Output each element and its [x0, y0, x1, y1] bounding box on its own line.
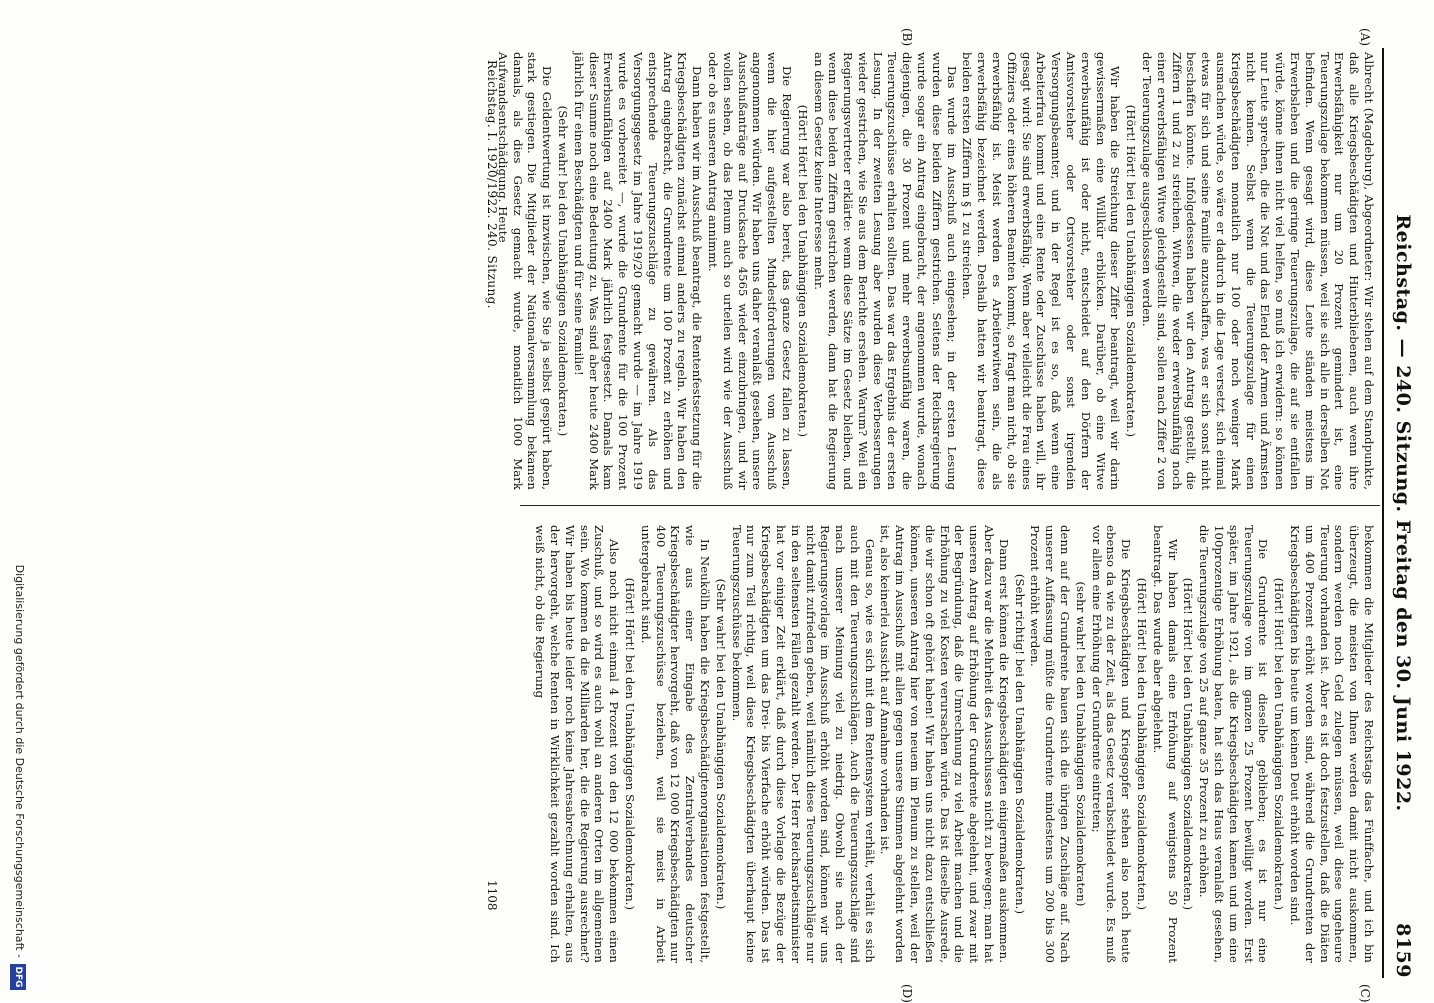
paragraph: denn auf der Grundrente bauen sich die übrigen Zuschläge auf. Nach unserer Auffassung müßte die Grundrente mindestens um 200 bis 300 Prozent erhöht werden. [1028, 525, 1073, 963]
credit-text: Digitalisierung gefördert durch die Deutsche Forschungsgemeinschaft - [13, 564, 26, 958]
margin-marker-a: (A) [1358, 28, 1372, 47]
page-number: 8159 [1392, 923, 1414, 978]
footer-source: Reichstag. I. 1920/1922. 240. Sitzung. [485, 60, 499, 309]
dfg-logo: DFG [10, 964, 26, 990]
paragraph: Also noch nicht einmal 4 Prozent von den 12 000 bekommen einen Zuschuß, und so wird es auch wohl an anderen Orten im allgemeinen sein. Wo kommen da die Milliarden her, die die Regierung ausrechnet? Wir haben bis heute leider noch keine Jahresabrechnung erhalten, aus der hervorgeht, welche Renten in Wirklichkeit gezahlt worden sind. Ich weiß nicht, ob die Regierung [533, 525, 622, 963]
paragraph: Wir haben damals eine Erhöhung auf wenigstens 50 Prozent beantragt. Das wurde aber abgelehnt. [1150, 525, 1180, 963]
paragraph: Die Geldentwertung ist inzwischen, wie Sie ja selbst gespürt haben, stark gestiegen. Die Mitglieder der Nationalversammlung bekamen damals, als dies Gesetz gemacht wurde, monatlich 1000 Mark Aufwandsentschädigung. Heute [495, 52, 555, 490]
footer-number: 1108 [485, 880, 499, 911]
paragraph: Genau so, wie es sich mit dem Rentensystem verhält, verhält es sich auch mit den Teuerungszuschlägen. Auch die Teuerungszuschläge sind nach unserer Meinung viel zu niedrig. Obwohl sie nach der Regierungsvorlage im Ausschuß erhöht worden sind, können wir uns nicht damit zufrieden geben, weil nämlich diese Teuerungszuschläge nur in den seltensten Fällen gezahlt werden. Der Herr Reichsarbeitsminister hat vor einiger Zeit erklärt, daß durch diese Vorlage die Bezüge der Kriegsbeschädigten um das Drei- bis Vierfache erhöht würden. Das ist nur zum Teil richtig, weil diese Kriegsbeschädigten überhaupt keine Teuerungszuschüsse bekommen. [729, 525, 877, 963]
paragraph: Dann erst können die Kriegsbeschädigten einigermaßen auskommen. Aber dazu war die Mehrheit des Ausschusses nicht zu bewegen; man hat unseren Antrag auf Erhöhung der Grundrente abgelehnt, und zwar mit der Begründung, daß die Umrechnung zu viel Arbeit machen und die Erhöhung zu viel Kosten verursachen würde. Das ist dieselbe Ausrede, die wir schon oft gehört haben! Wir haben uns nicht dazu entschließen können, unseren Antrag hier von neuem im Plenum zu stellen, weil der Antrag im Ausschuß mit allen gegen unsere Stimmen abgelehnt worden ist, also keinerlei Aussicht auf Annahme vorhanden ist. [878, 525, 1011, 963]
paragraph: bekommen die Mitglieder des Reichstags das Fünffache, und ich bin überzeugt, die meisten von Ihnen werden damit nicht auskommen, sondern werden noch Geld zulegen müssen, weil diese ungeheure Teuerung vorhanden ist. Aber es ist doch festzustellen, daß die Diäten um 400 Prozent erhöht worden sind, während die Grundrenten der Kriegsbeschädigten bis heute um keinen Deut erhöht worden sind. [1288, 525, 1376, 963]
paragraph: Wir haben die Streichung dieser Ziffer beantragt, weil wir darin gewissermaßen eine Willkür erblicken. Darüber, ob eine Witwe erwerbsunfähig ist oder nicht, entscheidet auf den Dörfern der Amtsvorsteher oder Ortsvorsteher oder sonst irgendein Versorgungsbeamter, und in der Regel ist es so, daß wenn eine Arbeiterfrau kommt und eine Rente oder Zuschüsse haben will, ihr gesagt wird: Sie sind erwerbsfähig. Wenn aber vielleicht die Frau eines Offiziers oder eines höheren Beamten kommt, so fragt man nicht, ob sie erwerbsfähig ist. Meist werden es Arbeiterwitwen sein, die als erwerbsfähig bezeichnet werden. Deshalb hatten wir beantragt, diese beiden ersten Ziffern im § 1 zu streichen. [960, 52, 1123, 490]
interjection: (Hört! Hört! bei den Unabhängigen Sozialdemokraten.) [1135, 577, 1150, 911]
interjection: (Sehr wahr! bei den Unabhängigen Sozialdemokraten.) [555, 105, 570, 437]
interjection: (Hört! Hört! bei den Unabhängigen Sozialdemokraten.) [1181, 577, 1196, 911]
interjection: (Hört! Hört! bei den Unabhängigen Sozialdemokraten.) [795, 104, 810, 438]
right-column [531, 525, 1376, 963]
paragraph: Die Grundrente ist dieselbe geblieben; es ist nur eine Teuerungszulage von im ganzen 25 Prozent bewilligt worden. Erst später, im Jahre 1921, als die Kriegsbeschädigten kamen und um eine 100prozentige Erhöhung baten, hat sich das Haus veranlaßt gesehen, die Teuerungszulage von 25 auf ganze 35 Prozent zu erhöhen. [1197, 525, 1271, 963]
page-header [1386, 48, 1416, 978]
interjection: (Sehr wahr! bei den Unabhängigen Sozialdemokraten.) [713, 578, 728, 910]
paragraph: Albrecht (Magdeburg), Abgeordneter: Wir stehen auf dem Standpunkte, daß alle Kriegsbeschädigten und Hinterbliebenen, auch wenn ihre Erwerbsfähigkeit nur um 20 Prozent gemindert ist, eine Teuerungszulage bekommen müssen, weil sie sich alle in derselben Not befinden. Wenn gesagt wird, diese Leute ständen meistens im Erwerbsleben und die geringe Teuerungszulage, die auf sie entfallen würde, könne ihnen nicht viel helfen, so muß ich erwidern: so können nur Leute sprechen, die die Not und das Elend der Armen und Ärmsten nicht kennen. Selbst wenn die Teuerungszulage für einen Kriegsbeschädigten monatlich nur 100 oder noch weniger Mark ausmachen würde, so wäre er dadurch in die Lage versetzt, sich einmal etwas für sich und seine Familie anzuschaffen, was er sich sonst nicht beschaffen könnte. Infolgedessen haben wir den Antrag gestellt, die Ziffern 1 und 2 zu streichen. Witwen, die weder erwerbsunfähig noch einer erwerbsfähigen Witwe gleichgestellt sind, sollen nach Ziffer 2 von der Teuerungszulage ausgeschlossen werden. [1140, 52, 1376, 490]
interjection: (Hört! Hört! bei den Unabhängigen Sozialdemokraten.) [1272, 577, 1287, 911]
margin-marker-c: (C) [1358, 984, 1372, 1003]
margin-marker-d: (D) [900, 984, 914, 1003]
paragraph: Die Kriegsbeschädigten und Kriegsopfer stehen also noch heute ebenso da wie zu der Zeit, als das Gesetz verabschiedet wurde. Es muß vor allem eine Erhöhung der Grundrente eintreten; [1089, 525, 1134, 963]
interjection: (Hört! Hört! bei den Unabhängigen Sozialdemokraten.) [1124, 104, 1139, 438]
digitization-credit [4, 0, 34, 1000]
interjection: (sehr wahr! bei den Unabhängigen Sozialdemokraten) [1073, 581, 1088, 907]
paragraph: Dann haben wir im Ausschuß beantragt, die Rentenfestsetzung für die Kriegsbeschädigten zunächst einmal anders zu regeln. Wir haben den Antrag eingebracht, die Grundrente um 100 Prozent zu erhöhen und entsprechende Teuerungszuschläge zu gewähren. Als das Versorgungsgesetz im Jahre 1919/20 gemacht wurde — im Jahre 1919 wurde es vorbereitet —, wurde die Grundrente für die 100 Prozent Erwerbsunfähigen auf 2400 Mark jährlich festgesetzt. Damals kam dieser Summe noch eine Bedeutung zu. Was sind aber heute 2400 Mark jährlich für einen Beschädigten und für seine Familie! [571, 52, 705, 490]
left-column [494, 52, 1376, 490]
column-divider [520, 505, 1380, 506]
header-rule [1382, 48, 1384, 978]
paragraph: Das wurde im Ausschuß auch eingesehen; in der ersten Lesung wurden diese beiden Ziffern gestrichen. Seitens der Reichsregierung wurde sogar ein Antrag eingebracht, der angenommen wurde, wonach diejenigen, die 30 Prozent und mehr erwerbsunfähig waren, die Teuerungszuschüsse erhalten sollten. Das war das Ergebnis der ersten Lesung. In der zweiten Lesung aber wurden diese Verbesserungen wieder gestrichen, wie Sie aus dem Berichte ersehen. Warum? Weil ein Regierungsvertreter erklärte: wenn diese Sätze im Gesetz bleiben, und wenn diese beiden Ziffern gestrichen werden, dann hat die Regierung an diesem Gesetz keine Interesse mehr. [811, 52, 959, 490]
interjection: (Hört! Hört! bei den Unabhängigen Sozialdemokraten.) [622, 577, 637, 911]
header-title: Reichstag. — 240. Sitzung. Freitag den 30. Juni 1922. [1392, 214, 1414, 812]
paragraph: Die Regierung war also bereit, das ganze Gesetz fallen zu lassen, wenn die hier aufgestellten Mindestforderungen vom Ausschuß angenommen würden. Wir haben uns daher veranlaßt gesehen, unsere Ausschußanträge auf Drucksache 4565 wieder einzubringen, und wir wollen sehen, ob das Plenum auch so urteilen wird wie der Ausschuß oder ob es unseren Antrag annimmt. [705, 52, 794, 490]
interjection: (Sehr richtig! bei den Unabhängigen Sozialdemokraten.) [1012, 573, 1027, 915]
margin-marker-b: (B) [900, 28, 914, 47]
paragraph: In Neukölln haben die Kriegsbeschädigtenorganisationen festgestellt, wie aus einer Eingabe des Zentralverbandes deutscher Kriegsbeschädigter hervorgeht, daß von 12 000 Kriegsbeschädigten nur 400 Teuerungszuschüsse beziehen, weil sie meist in Arbeit untergebracht sind. [638, 525, 712, 963]
